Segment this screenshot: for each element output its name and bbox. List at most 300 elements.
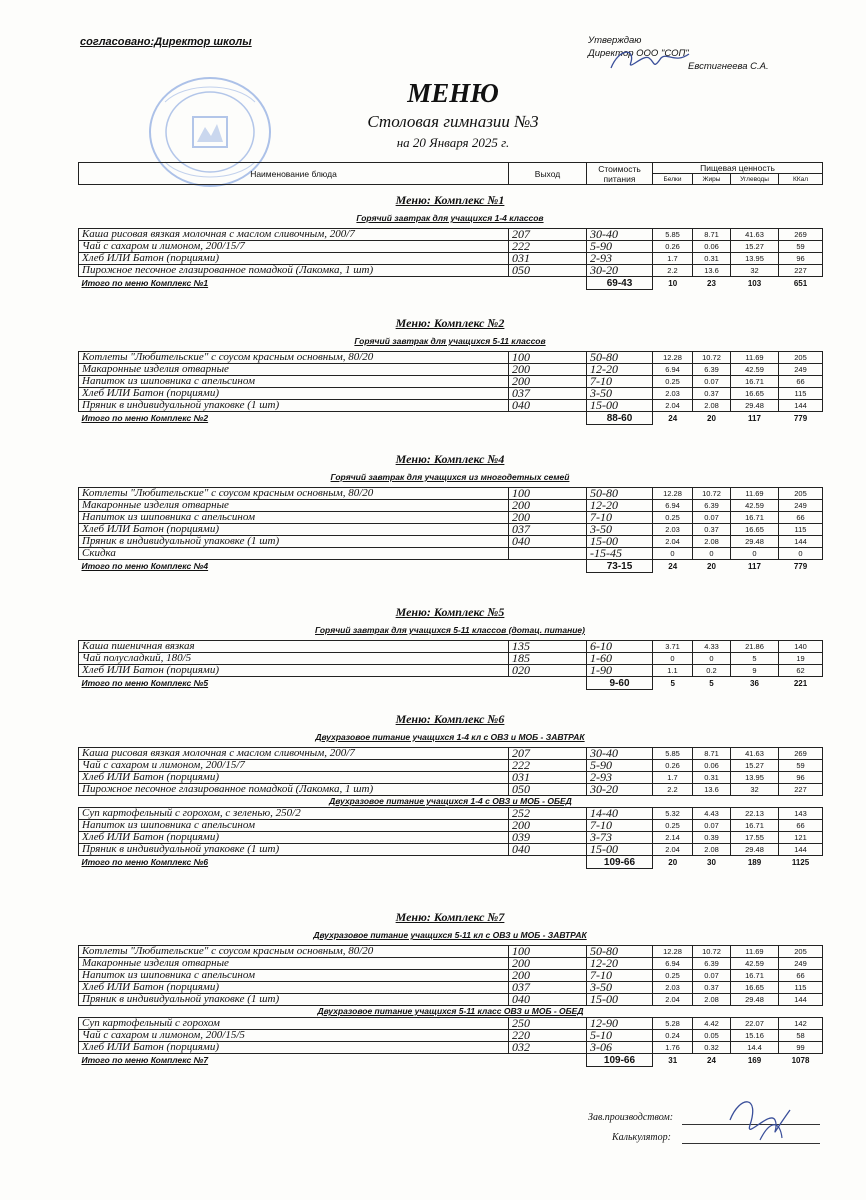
dish-name: Пирожное песочное глазированное помадкой (Лакомка, 1 шт): [79, 265, 509, 277]
dish-output: 100: [509, 352, 587, 364]
dish-carbs: 11.69: [731, 352, 779, 364]
dish-name: Хлеб ИЛИ Батон (порциями): [79, 253, 509, 265]
dish-fat: 2.08: [693, 536, 731, 548]
dish-protein: 6.94: [653, 500, 693, 512]
dish-output: 207: [509, 229, 587, 241]
total-carbs: 169: [747, 1055, 762, 1065]
dish-protein: 1.1: [653, 665, 693, 677]
table-row: [79, 772, 823, 784]
dish-carbs: 29.48: [731, 844, 779, 856]
dish-carbs: 29.48: [731, 536, 779, 548]
dish-name: Чай с сахаром и лимоном, 200/15/7: [79, 241, 509, 253]
dish-output: 100: [509, 488, 587, 500]
dish-output: 252: [509, 808, 587, 820]
table-row: [79, 820, 823, 832]
total-fat: 24: [707, 1055, 716, 1065]
dish-carbs: 11.69: [731, 488, 779, 500]
dish-protein: 0.26: [653, 760, 693, 772]
dish-protein: 2.04: [653, 844, 693, 856]
dish-output: 200: [509, 512, 587, 524]
table-row: [79, 946, 823, 958]
dish-kcal: 66: [779, 820, 823, 832]
dish-carbs: 42.59: [731, 958, 779, 970]
dish-kcal: 269: [779, 748, 823, 760]
dish-fat: 2.08: [693, 400, 731, 412]
dish-output: 207: [509, 748, 587, 760]
dish-carbs: 11.69: [731, 946, 779, 958]
dish-kcal: 0: [779, 548, 823, 560]
dish-name: Чай с сахаром и лимоном, 200/15/5: [79, 1030, 509, 1042]
dish-carbs: 16.71: [731, 820, 779, 832]
menu-table: [78, 945, 823, 1067]
column-cost: Стоимость питания: [587, 163, 653, 185]
dish-kcal: 115: [779, 982, 823, 994]
dish-fat: 10.72: [693, 946, 731, 958]
total-protein: 10: [668, 278, 678, 288]
dish-cost: 2-93: [587, 253, 653, 265]
total-cost: 109-66: [587, 1054, 653, 1067]
dish-name: Пряник в индивидуальной упаковке (1 шт): [79, 400, 509, 412]
dish-protein: 6.94: [653, 958, 693, 970]
dish-name: Хлеб ИЛИ Батон (порциями): [79, 982, 509, 994]
dish-name: Макаронные изделия отварные: [79, 958, 509, 970]
total-label: Итого по меню Комплекс №4: [81, 560, 209, 571]
dish-fat: 8.71: [693, 229, 731, 241]
menu-table: [78, 351, 823, 425]
dish-fat: 0.37: [693, 982, 731, 994]
dish-kcal: 121: [779, 832, 823, 844]
dish-protein: 6.94: [653, 364, 693, 376]
dish-protein: 2.2: [653, 784, 693, 796]
dish-output: 220: [509, 1030, 587, 1042]
dish-fat: 4.43: [693, 808, 731, 820]
dish-fat: 2.08: [693, 844, 731, 856]
dish-fat: 0.07: [693, 970, 731, 982]
total-kcal: 779: [793, 413, 808, 423]
dish-kcal: 269: [779, 229, 823, 241]
total-label: Итого по меню Комплекс №2: [81, 412, 209, 423]
dish-carbs: 16.71: [731, 512, 779, 524]
total-fat: 5: [709, 678, 714, 688]
dish-cost: 5-90: [587, 241, 653, 253]
agreed-label: согласовано:Директор школы: [80, 36, 252, 48]
total-carbs: 103: [747, 278, 762, 288]
total-carbs: 117: [748, 561, 761, 571]
dish-cost: 12-20: [587, 958, 653, 970]
dish-name: Хлеб ИЛИ Батон (порциями): [79, 832, 509, 844]
dish-protein: 5.28: [653, 1018, 693, 1030]
dish-fat: 13.6: [693, 784, 731, 796]
dish-kcal: 142: [779, 1018, 823, 1030]
group-subtitle-row: [79, 1006, 823, 1018]
dish-carbs: 41.63: [731, 748, 779, 760]
dish-output: 050: [509, 265, 587, 277]
dish-protein: 0.25: [653, 376, 693, 388]
dish-protein: 0: [653, 653, 693, 665]
dish-carbs: 17.55: [731, 832, 779, 844]
dish-name: Хлеб ИЛИ Батон (порциями): [79, 1042, 509, 1054]
table-row: [79, 265, 823, 277]
table-row: [79, 641, 823, 653]
dish-carbs: 32: [731, 784, 779, 796]
dish-name: Суп картофельный с горохом: [79, 1018, 509, 1030]
group-subtitle: Двухразовое питание учащихся 5-11 класс ОВЗ и МОБ - ОБЕД: [79, 1006, 823, 1018]
dish-name: Хлеб ИЛИ Батон (порциями): [79, 524, 509, 536]
dish-cost: 12-20: [587, 500, 653, 512]
dish-name: Хлеб ИЛИ Батон (порциями): [79, 388, 509, 400]
section-title: Меню: Комплекс №1: [395, 193, 505, 207]
dish-fat: 0.31: [693, 772, 731, 784]
dish-carbs: 15.27: [731, 241, 779, 253]
dish-name: Напиток из шиповника с апельсином: [79, 376, 509, 388]
dish-kcal: 62: [779, 665, 823, 677]
dish-cost: 3-50: [587, 388, 653, 400]
table-row: [79, 376, 823, 388]
dish-carbs: 13.95: [731, 772, 779, 784]
total-kcal: 779: [793, 561, 808, 571]
dish-carbs: 15.27: [731, 760, 779, 772]
total-row: [79, 277, 823, 290]
dish-name: Хлеб ИЛИ Батон (порциями): [79, 772, 509, 784]
dish-cost: 6-10: [587, 641, 653, 653]
dish-cost: 15-00: [587, 536, 653, 548]
section-title: Меню: Комплекс №6: [395, 712, 505, 726]
dish-fat: 0.37: [693, 524, 731, 536]
total-label: Итого по меню Комплекс №5: [81, 677, 209, 688]
section-subtitle: Горячий завтрак для учащихся из многодетных семей: [330, 472, 570, 482]
table-row: [79, 500, 823, 512]
total-kcal: 1125: [791, 857, 810, 867]
dish-carbs: 16.71: [731, 970, 779, 982]
dish-output: 200: [509, 376, 587, 388]
dish-output: 031: [509, 772, 587, 784]
dish-protein: 3.71: [653, 641, 693, 653]
dish-kcal: 115: [779, 524, 823, 536]
dish-protein: 12.28: [653, 946, 693, 958]
dish-cost: 50-80: [587, 946, 653, 958]
dish-carbs: 41.63: [731, 229, 779, 241]
menu-table: [78, 640, 823, 690]
dish-protein: 0.25: [653, 512, 693, 524]
table-row: [79, 536, 823, 548]
dish-output: 200: [509, 820, 587, 832]
dish-carbs: 32: [731, 265, 779, 277]
dish-carbs: 42.59: [731, 500, 779, 512]
dish-output: 100: [509, 946, 587, 958]
section-subtitle: Двухразовое питание учащихся 5-11 кл с ОВЗ и МОБ - ЗАВТРАК: [313, 930, 587, 940]
total-row: [79, 1054, 823, 1067]
menu-table: [78, 487, 823, 573]
dish-name: Котлеты "Любительские" с соусом красным основным, 80/20: [79, 946, 509, 958]
dish-carbs: 5: [731, 653, 779, 665]
dish-carbs: 22.07: [731, 1018, 779, 1030]
dish-protein: 0.24: [653, 1030, 693, 1042]
dish-cost: 7-10: [587, 512, 653, 524]
dish-output: 200: [509, 364, 587, 376]
production-label: Зав.производством:: [588, 1112, 674, 1123]
dish-output: 222: [509, 760, 587, 772]
section-subtitle: Двухразовое питание учащихся 1-4 кл с ОВЗ и МОБ - ЗАВТРАК: [315, 732, 585, 742]
dish-kcal: 99: [779, 1042, 823, 1054]
total-label: Итого по меню Комплекс №7: [81, 1054, 209, 1065]
dish-carbs: 9: [731, 665, 779, 677]
dish-fat: 0.05: [693, 1030, 731, 1042]
table-row: [79, 844, 823, 856]
dish-kcal: 58: [779, 1030, 823, 1042]
total-row: [79, 412, 823, 425]
total-protein: 24: [668, 413, 678, 423]
table-row: [79, 1030, 823, 1042]
total-cost: 9-60: [587, 677, 653, 690]
dish-cost: 5-90: [587, 760, 653, 772]
page-title: МЕНЮ: [407, 78, 499, 108]
dish-kcal: 249: [779, 364, 823, 376]
dish-name: Каша рисовая вязкая молочная с маслом сливочным, 200/7: [79, 229, 509, 241]
dish-output: 200: [509, 500, 587, 512]
dish-protein: 0.26: [653, 241, 693, 253]
column-nutrition: Пищевая ценность: [653, 163, 823, 174]
dish-cost: 3-73: [587, 832, 653, 844]
section-subtitle: Горячий завтрак для учащихся 5-11 классов (дотац. питание): [315, 625, 585, 635]
table-row: [79, 524, 823, 536]
dish-name: Котлеты "Любительские" с соусом красным основным, 80/20: [79, 488, 509, 500]
total-cost: 109-66: [587, 856, 653, 869]
dish-name: Чай с сахаром и лимоном, 200/15/7: [79, 760, 509, 772]
dish-cost: 7-10: [587, 376, 653, 388]
dish-name: Макаронные изделия отварные: [79, 364, 509, 376]
dish-output: 200: [509, 958, 587, 970]
dish-name: Напиток из шиповника с апельсином: [79, 512, 509, 524]
dish-carbs: 15.16: [731, 1030, 779, 1042]
dish-kcal: 96: [779, 772, 823, 784]
dish-cost: 30-40: [587, 229, 653, 241]
total-label: Итого по меню Комплекс №1: [81, 277, 209, 288]
dish-kcal: 66: [779, 512, 823, 524]
dish-fat: 10.72: [693, 352, 731, 364]
dish-fat: 0.39: [693, 832, 731, 844]
table-row: [79, 1042, 823, 1054]
dish-kcal: 144: [779, 994, 823, 1006]
dish-kcal: 144: [779, 400, 823, 412]
dish-cost: 15-00: [587, 844, 653, 856]
dish-protein: 12.28: [653, 488, 693, 500]
table-row: [79, 970, 823, 982]
section-title: Меню: Комплекс №5: [395, 605, 505, 619]
dish-cost: 7-10: [587, 820, 653, 832]
dish-fat: 13.6: [693, 265, 731, 277]
total-protein: 5: [670, 678, 675, 688]
dish-protein: 0: [653, 548, 693, 560]
dish-fat: 0.32: [693, 1042, 731, 1054]
dish-cost: 30-20: [587, 784, 653, 796]
dish-protein: 1.7: [653, 253, 693, 265]
dish-kcal: 227: [779, 265, 823, 277]
dish-cost: 15-00: [587, 400, 653, 412]
table-row: [79, 994, 823, 1006]
total-cost: 88-60: [587, 412, 653, 425]
table-row: [79, 748, 823, 760]
section-title: Меню: Комплекс №7: [395, 910, 505, 924]
dish-kcal: 249: [779, 500, 823, 512]
dish-cost: 50-80: [587, 488, 653, 500]
dish-protein: 2.2: [653, 265, 693, 277]
dish-kcal: 140: [779, 641, 823, 653]
dish-fat: 2.08: [693, 994, 731, 1006]
dish-fat: 4.33: [693, 641, 731, 653]
dish-protein: 5.85: [653, 229, 693, 241]
dish-name: Чай полусладкий, 180/5: [79, 653, 509, 665]
dish-fat: 0.06: [693, 241, 731, 253]
dish-output: 250: [509, 1018, 587, 1030]
total-kcal: 1078: [791, 1055, 810, 1065]
dish-fat: 0: [693, 548, 731, 560]
dish-output: 032: [509, 1042, 587, 1054]
dish-name: Каша пшеничная вязкая: [79, 641, 509, 653]
dish-cost: 3-06: [587, 1042, 653, 1054]
approved-label: Утверждаю: [588, 35, 642, 46]
dish-kcal: 19: [779, 653, 823, 665]
dish-kcal: 227: [779, 784, 823, 796]
dish-output: 039: [509, 832, 587, 844]
dish-fat: 0.31: [693, 253, 731, 265]
dish-kcal: 144: [779, 536, 823, 548]
dish-protein: 5.85: [653, 748, 693, 760]
dish-protein: 12.28: [653, 352, 693, 364]
menu-table: [78, 747, 823, 869]
director-signature-icon: [605, 44, 695, 76]
table-row: [79, 253, 823, 265]
dish-cost: 1-60: [587, 653, 653, 665]
director-label: Директор ООО "СОП": [588, 48, 689, 59]
dish-name: Напиток из шиповника с апельсином: [79, 970, 509, 982]
dish-cost: -15-45: [587, 548, 653, 560]
dish-fat: 0.37: [693, 388, 731, 400]
dish-cost: 12-20: [587, 364, 653, 376]
dish-output: [509, 548, 587, 560]
total-row: [79, 560, 823, 573]
page-subtitle: Столовая гимназии №3: [367, 112, 539, 131]
column-protein: Белки: [653, 174, 693, 185]
total-cost: 69-43: [587, 277, 653, 290]
dish-output: 037: [509, 982, 587, 994]
total-protein: 20: [668, 857, 678, 867]
table-row: [79, 784, 823, 796]
total-cost: 73-15: [587, 560, 653, 573]
dish-output: 200: [509, 970, 587, 982]
dish-output: 040: [509, 400, 587, 412]
dish-kcal: 66: [779, 970, 823, 982]
dish-cost: 7-10: [587, 970, 653, 982]
dish-name: Пряник в индивидуальной упаковке (1 шт): [79, 994, 509, 1006]
dish-protein: 1.7: [653, 772, 693, 784]
menu-date: на 20 Января 2025 г.: [396, 135, 510, 150]
menu-table: [78, 228, 823, 290]
table-row: [79, 548, 823, 560]
column-kcal: ККал: [779, 174, 823, 185]
total-kcal: 221: [793, 678, 808, 688]
dish-fat: 0: [693, 653, 731, 665]
total-carbs: 36: [750, 678, 759, 688]
dish-carbs: 16.65: [731, 524, 779, 536]
table-row: [79, 832, 823, 844]
dish-fat: 0.06: [693, 760, 731, 772]
total-label: Итого по меню Комплекс №6: [81, 856, 209, 867]
dish-carbs: 16.71: [731, 376, 779, 388]
dish-fat: 0.2: [693, 665, 731, 677]
dish-carbs: 13.95: [731, 253, 779, 265]
table-row: [79, 1018, 823, 1030]
table-row: [79, 958, 823, 970]
table-row: [79, 982, 823, 994]
dish-fat: 8.71: [693, 748, 731, 760]
section-title: Меню: Комплекс №4: [395, 452, 505, 466]
dish-name: Пряник в индивидуальной упаковке (1 шт): [79, 844, 509, 856]
dish-fat: 6.39: [693, 500, 731, 512]
dish-kcal: 249: [779, 958, 823, 970]
dish-kcal: 115: [779, 388, 823, 400]
dish-name: Макаронные изделия отварные: [79, 500, 509, 512]
total-fat: 20: [707, 561, 716, 571]
dish-output: 031: [509, 253, 587, 265]
dish-protein: 2.03: [653, 982, 693, 994]
total-fat: 20: [707, 413, 716, 423]
total-fat: 30: [707, 857, 716, 867]
total-kcal: 651: [793, 278, 808, 288]
table-row: [79, 488, 823, 500]
dish-cost: 2-93: [587, 772, 653, 784]
group-subtitle: Двухразовое питание учащихся 1-4 с ОВЗ и МОБ - ОБЕД: [79, 796, 823, 808]
dish-protein: 2.03: [653, 388, 693, 400]
dish-name: Пряник в индивидуальной упаковке (1 шт): [79, 536, 509, 548]
dish-cost: 30-40: [587, 748, 653, 760]
dish-name: Котлеты "Любительские" с соусом красным основным, 80/20: [79, 352, 509, 364]
dish-output: 135: [509, 641, 587, 653]
dish-cost: 3-50: [587, 524, 653, 536]
dish-kcal: 66: [779, 376, 823, 388]
column-name: Наименование блюда: [79, 163, 509, 185]
table-row: [79, 229, 823, 241]
dish-name: Каша рисовая вязкая молочная с маслом сливочным, 200/7: [79, 748, 509, 760]
total-carbs: 189: [747, 857, 762, 867]
table-row: [79, 388, 823, 400]
dish-carbs: 29.48: [731, 994, 779, 1006]
dish-kcal: 144: [779, 844, 823, 856]
dish-protein: 0.25: [653, 820, 693, 832]
dish-protein: 1.76: [653, 1042, 693, 1054]
menu-header-table: [78, 162, 823, 185]
table-row: [79, 400, 823, 412]
calculator-label: Калькулятор:: [612, 1132, 671, 1143]
total-fat: 23: [707, 278, 716, 288]
dish-protein: 2.04: [653, 400, 693, 412]
dish-output: 040: [509, 536, 587, 548]
total-carbs: 117: [748, 413, 761, 423]
dish-kcal: 96: [779, 253, 823, 265]
dish-name: Суп картофельный с горохом, с зеленью, 250/2: [79, 808, 509, 820]
dish-fat: 4.42: [693, 1018, 731, 1030]
table-row: [79, 352, 823, 364]
dish-output: 020: [509, 665, 587, 677]
dish-kcal: 205: [779, 946, 823, 958]
dish-fat: 0.07: [693, 820, 731, 832]
dish-fat: 0.07: [693, 376, 731, 388]
dish-protein: 0.25: [653, 970, 693, 982]
dish-protein: 2.04: [653, 536, 693, 548]
total-row: [79, 856, 823, 869]
dish-kcal: 59: [779, 241, 823, 253]
total-protein: 24: [668, 561, 678, 571]
dish-name: Хлеб ИЛИ Батон (порциями): [79, 665, 509, 677]
